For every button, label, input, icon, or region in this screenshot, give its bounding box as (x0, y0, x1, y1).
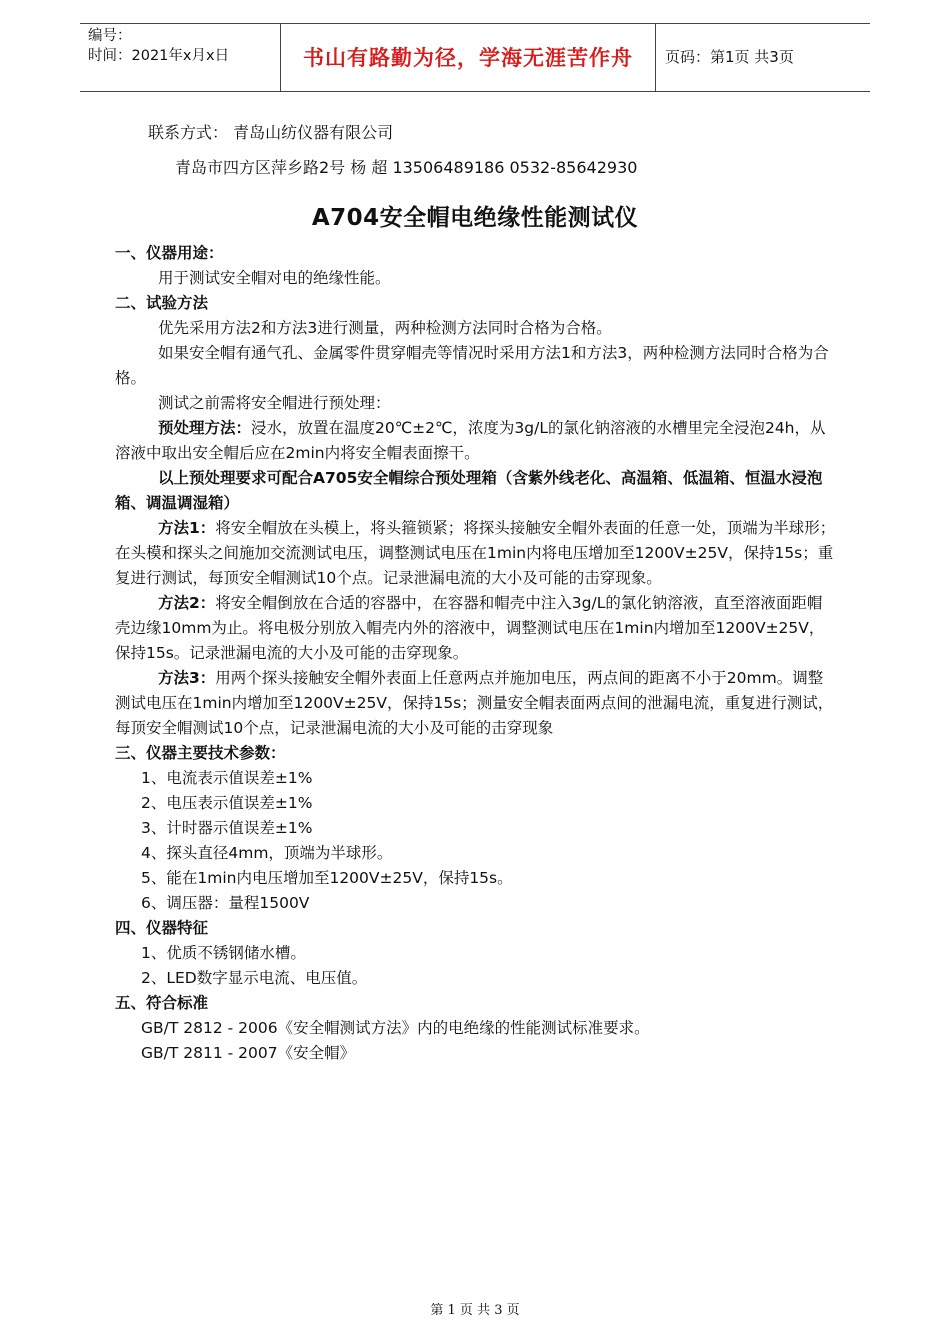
method-1-paragraph (115, 516, 837, 591)
method-2-paragraph (115, 591, 837, 666)
contact-company: 联系方式： 青岛山纺仪器有限公司 (148, 123, 394, 142)
standard-item: GB/T 2812 - 2006《安全帽测试方法》内的电绝缘的性能测试标准要求。 (141, 1019, 650, 1037)
section-heading-purpose: 一、仪器用途： (115, 244, 224, 262)
pretreatment-paragraph (115, 416, 837, 466)
section-heading-parameters: 三、仪器主要技术参数： (115, 744, 286, 762)
document-number-label: 编号： (88, 28, 132, 44)
method-paragraph: 如果安全帽有通气孔、金属零件贯穿帽壳等情况时采用方法1和方法3，两种检测方法同时合格为合格。 (115, 344, 829, 387)
method-1-text: 将安全帽放在头模上，将头箍锁紧；将探头接触安全帽外表面的任意一处，顶端为半球形；在头模和探头之间施加交流测试电压，调整测试电压在1min内将电压增加至1200V±25V，保持15s；重复进行测试，每顶安全帽测试10个点。记录泄漏电流的大小及可能的击穿现象。 (115, 519, 836, 587)
feature-item: 1、优质不锈钢储水槽。 (141, 944, 306, 962)
pretreatment-text: 浸水，放置在温度20℃±2℃，浓度为3g/L的氯化钠溶液的水槽里完全浸泡24h，从溶液中取出安全帽后应在2min内将安全帽表面擦干。 (115, 419, 826, 462)
page-header (80, 23, 870, 92)
document-date: 时间：2021年x月x日 (88, 48, 230, 64)
parameter-item: 6、调压器：量程1500V (141, 894, 310, 912)
parameter-item: 4、探头直径4mm，顶端为半球形。 (141, 844, 393, 862)
standard-item: GB/T 2811 - 2007《安全帽》 (141, 1044, 356, 1062)
pretreatment-note: 以上预处理要求可配合A705安全帽综合预处理箱（含紫外线老化、高温箱、低温箱、恒温水浸泡箱、调温调湿箱） (115, 469, 823, 512)
section-heading-method: 二、试验方法 (115, 294, 209, 312)
document-body (115, 241, 837, 1066)
header-motto: 书山有路勤为径，学海无涯苦作舟 (280, 24, 656, 91)
parameter-item: 5、能在1min内电压增加至1200V±25V，保持15s。 (141, 869, 513, 887)
parameter-item: 2、电压表示值误差±1% (141, 794, 313, 812)
section-heading-standards: 五、符合标准 (115, 994, 209, 1012)
page-footer: 第 1 页 共 3 页 (430, 1303, 520, 1318)
method-2-text: 将安全帽倒放在合适的容器中，在容器和帽壳中注入3g/L的氯化钠溶液，直至溶液面距帽壳边缘10mm为止。将电极分别放入帽壳内外的溶液中，调整测试电压在1min内增加至1200V±25V，保持15s。记录泄漏电流的大小及可能的击穿现象。 (115, 594, 825, 662)
contact-address: 青岛市四方区萍乡路2号 杨 超 13506489186 0532-85642930 (175, 158, 638, 177)
purpose-text: 用于测试安全帽对电的绝缘性能。 (158, 269, 391, 287)
pretreatment-label: 预处理方法： (158, 419, 252, 437)
header-page-number: 页码：第1页 共3页 (665, 48, 794, 66)
method-3-label: 方法3： (158, 669, 216, 687)
document-title: A704安全帽电绝缘性能测试仪 (311, 205, 639, 231)
feature-item: 2、LED数字显示电流、电压值。 (141, 969, 368, 987)
parameter-item: 3、计时器示值误差±1% (141, 819, 313, 837)
section-heading-features: 四、仪器特征 (115, 919, 209, 937)
method-paragraph: 测试之前需将安全帽进行预处理： (158, 394, 391, 412)
parameter-item: 1、电流表示值误差±1% (141, 769, 313, 787)
header-meta (88, 24, 278, 93)
method-3-paragraph (115, 666, 837, 741)
method-3-text: 用两个探头接触安全帽外表面上任意两点并施加电压，两点间的距离不小于20mm。调整测试电压在1min内增加至1200V±25V，保持15s；测量安全帽表面两点间的泄漏电流，重复进行测试，每顶安全帽测试10个点，记录泄漏电流的大小及可能的击穿现象 (115, 669, 834, 737)
method-1-label: 方法1： (158, 519, 216, 537)
method-2-label: 方法2： (158, 594, 216, 612)
method-paragraph: 优先采用方法2和方法3进行测量，两种检测方法同时合格为合格。 (158, 319, 612, 337)
